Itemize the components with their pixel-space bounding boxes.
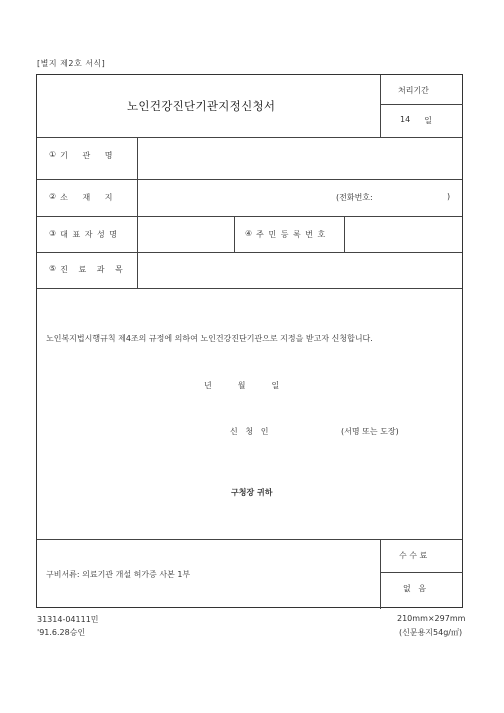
address-field[interactable] (138, 180, 463, 216)
required-documents: 구비서류: 의료기관 개설 허가증 사본 1부 (46, 570, 191, 579)
applicant-label: 신 청 인 (230, 427, 269, 436)
representative-name-label (49, 229, 118, 240)
date-line (204, 380, 279, 391)
address-label-text: 소 재 지 (60, 193, 119, 202)
representative-label-text: 대 표 자 성 명 (60, 230, 118, 239)
date-year: 년 (204, 381, 212, 390)
address-number: ② (49, 192, 57, 201)
phone-close: ) (447, 192, 451, 201)
representative-number: ③ (49, 229, 57, 238)
resident-number-number: ④ (245, 229, 253, 238)
rule-rep-value-right (234, 216, 235, 252)
processing-days-unit: 일 (424, 116, 432, 125)
institution-name-field[interactable] (138, 138, 463, 179)
form-code: 31314-04111민 (37, 615, 99, 624)
paper-size: 210mm×297mm (397, 614, 466, 623)
signature-note: (서명 또는 도장) (341, 427, 399, 436)
processing-days (400, 115, 432, 126)
addressee: 구청장 귀하 (231, 488, 273, 497)
application-form (36, 74, 463, 608)
medical-department-field[interactable] (138, 253, 463, 288)
rule-processing-mid (380, 104, 463, 105)
form-number-label: [별지 제2호 서식] (37, 59, 106, 68)
representative-name-field[interactable] (138, 217, 234, 252)
phone-label: (전화번호: (336, 193, 373, 202)
processing-days-value: 14 (400, 115, 411, 124)
processing-period-label: 처리기간 (398, 86, 429, 95)
application-statement: 노인복지법시행규칙 제4조의 규정에 의하여 노인건강진단기관으로 지정을 받고자 신청합니다. (46, 334, 373, 343)
institution-name-label (49, 150, 118, 161)
rule-processing-left (380, 75, 381, 137)
medical-department-label (49, 264, 127, 275)
paper-type: (신문용지54g/㎡) (399, 628, 463, 637)
rule-row4-bottom (37, 288, 462, 289)
fee-label: 수 수 료 (399, 551, 428, 560)
resident-number-label (245, 229, 326, 240)
approval-date: '91.6.28승인 (37, 628, 86, 637)
medical-department-label-text: 진 료 과 목 (60, 265, 127, 274)
rule-body-bottom (37, 539, 462, 540)
resident-number-field[interactable] (345, 217, 463, 252)
rule-fee-mid (380, 572, 463, 573)
resident-number-label-text: 주 민 등 록 번 호 (256, 230, 327, 239)
institution-number: ① (49, 150, 57, 159)
date-day: 일 (271, 381, 280, 390)
rule-fee-left (380, 539, 381, 609)
fee-value: 없 음 (403, 584, 427, 593)
address-label (49, 192, 118, 203)
date-month: 월 (237, 381, 246, 390)
medical-department-number: ⑤ (49, 264, 57, 273)
institution-label-text: 기 관 명 (60, 151, 119, 160)
form-title: 노인건강진단기관지정신청서 (127, 99, 276, 113)
